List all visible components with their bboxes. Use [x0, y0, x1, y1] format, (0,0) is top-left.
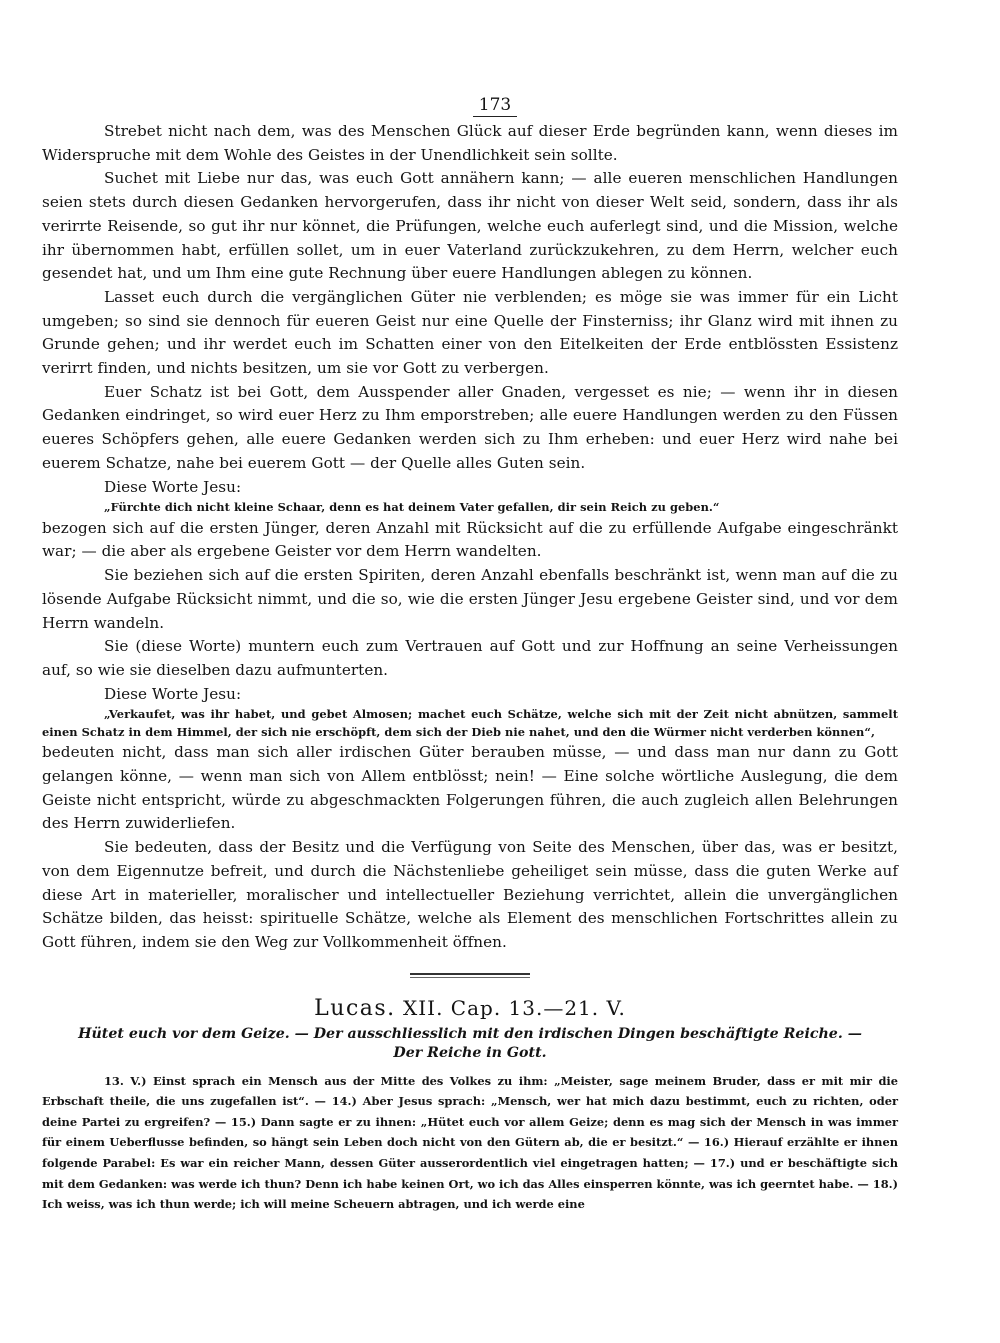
paragraph: Euer Schatz ist bei Gott, dem Ausspender aller Gnaden, vergesset es nie; — wenn ihr in diesen Gedanken eindringet, so wird euer Herz zu Ihm emporstreben; alle euere Handlungen werden zu den Füssen eueres Schöpfers gehen, alle euere Gedanken werden sich zu Ihm erheben: und euer Herz wird nahe bei euerem Schatze, nahe bei euerem Gott — der Quelle alles Guten sein.: [42, 382, 898, 472]
section-book: Lucas.: [314, 995, 396, 1021]
paragraph: Diese Worte Jesu:: [104, 477, 242, 496]
document-page: [42, 92, 898, 1215]
scripture-passage: [42, 1071, 898, 1215]
paragraph: Strebet nicht nach dem, was des Menschen Glück auf dieser Erde begründen kann, wenn dieses im Widerspruche mit dem Wohle des Geistes in der Unendlichkeit sein sollte.: [42, 122, 898, 164]
section-reference: XII. Cap. 13.—21. V.: [403, 995, 626, 1020]
subtitle-line-1: Hütet euch vor dem Geize. — Der ausschliesslich mit den irdischen Dingen beschäftigte Reiche. —: [78, 1025, 862, 1042]
paragraph: bedeuten nicht, dass man sich aller irdischen Güter berauben müsse, — und dass man nur dann zu Gott gelangen könne, — wenn man sich von Allem entblösst; nein! — Eine solche wörtliche Auslegung, die dem Geiste nicht entspricht, würde zu abgeschmackten Folgerungen führen, die auch zugleich allen Belehrungen des Herrn zuwiderliefen.: [42, 743, 898, 833]
page-number: 173: [473, 94, 517, 117]
paragraph: Diese Worte Jesu:: [104, 684, 242, 703]
section-subtitle: [42, 1025, 898, 1063]
paragraph: Sie (diese Worte) muntern euch zum Vertrauen auf Gott und zur Hoffnung an seine Verheissungen auf, so wie sie dieselben dazu aufmunterten.: [42, 637, 898, 679]
page-number-container: [42, 92, 898, 120]
paragraph: Sie beziehen sich auf die ersten Spiriten, deren Anzahl ebenfalls beschränkt ist, wenn man auf die zu lösende Aufgabe Rücksicht nimmt, und die so, wie die ersten Jünger Jesu ergebene Geister sind, und vor dem Herrn wandeln.: [42, 566, 898, 632]
section-divider: [410, 973, 530, 978]
paragraph: Suchet mit Liebe nur das, was euch Gott annähern kann; — alle eueren menschlichen Handlungen seien stets durch diesen Gedanken hervorgerufen, dass ihr nicht von dieser Welt seid, sondern, dass ihr als verirrte Reisende, so gut ihr nur könnet, die Prüfungen, welche euch auferlegt sind, und die Mission, welche ihr übernommen habt, erfüllen sollet, um in euer Vaterland zurückzukehren, zu dem Herrn, welcher euch gesendet hat, und um Ihm eine gute Rechnung über euere Handlungen ablegen zu können.: [42, 169, 898, 283]
quotation: „Verkaufet, was ihr habet, und gebet Almosen; machet euch Schätze, welche sich mit der Zeit nicht abnützen, sammelt einen Schatz in dem Himmel, der sich nie erschöpft, dem sich der Dieb nie nahet, und den die Würmer nicht verderben können“,: [42, 707, 898, 739]
scripture-text: 13. V.) Einst sprach ein Mensch aus der Mitte des Volkes zu ihm: „Meister, sage meinem Bruder, dass er mit mir die Erbschaft theile, die uns zugefallen ist“. — 14.) Aber Jesus sprach: „Mensch, wer hat mich dazu bestimmt, euch zu richten, oder deine Partei zu ergreifen? — 15.) Dann sagte er zu ihnen: „Hütet euch vor allem Geize; denn es mag sich der Mensch in was immer für einem Ueberflusse befinden, so hängt sein Leben doch nicht von den Gütern ab, die er besitzt.“ — 16.) Hierauf erzählte er ihnen folgende Parabel: Es war ein reicher Mann, dessen Güter ausserordentlich viel eingetragen hatten; — 17.) und er beschäftigte sich mit dem Gedanken: was werde ich thun? Denn ich habe keinen Ort, wo ich das Alles einsperren könnte, was ich geerntet habe. — 18.) Ich weiss, was ich thun werde; ich will meine Scheuern abtragen, und ich werde eine: [42, 1073, 898, 1212]
quotation: „Fürchte dich nicht kleine Schaar, denn es hat deinem Vater gefallen, dir sein Reich zu geben.“: [104, 500, 720, 515]
section-heading: [42, 996, 898, 1021]
body-text: [42, 120, 898, 955]
paragraph: Lasset euch durch die vergänglichen Güter nie verblenden; es möge sie was immer für ein Licht umgeben; so sind sie dennoch für eueren Geist nur eine Quelle der Finsterniss; ihr Glanz wird mit ihnen zu Grunde gehen; und ihr werdet euch im Schatten einer von den Eitelkeiten der Erde entblössten Essistenz verirrt finden, und nichts besitzen, um sie vor Gott zu verbergen.: [42, 287, 898, 378]
paragraph: Sie bedeuten, dass der Besitz und die Verfügung von Seite des Menschen, über das, was er besitzt, von dem Eigennutze befreit, und durch die Nächstenliebe geheiliget sein müsse, dass die guten Werke auf diese Art in materieller, moralischer und intellectueller Beziehung verrichtet, allein die unvergänglichen Schätze bilden, das heisst: spirituelle Schätze, welche als Element des menschlichen Fortschrittes allein zu Gott führen, indem sie den Weg zur Vollkommenheit öffnen.: [42, 838, 898, 951]
paragraph: bezogen sich auf die ersten Jünger, deren Anzahl mit Rücksicht auf die zu erfüllende Aufgabe eingeschränkt war; — die aber als ergebene Geister vor dem Herrn wandelten.: [42, 518, 898, 561]
subtitle-line-2: Der Reiche in Gott.: [393, 1044, 547, 1061]
